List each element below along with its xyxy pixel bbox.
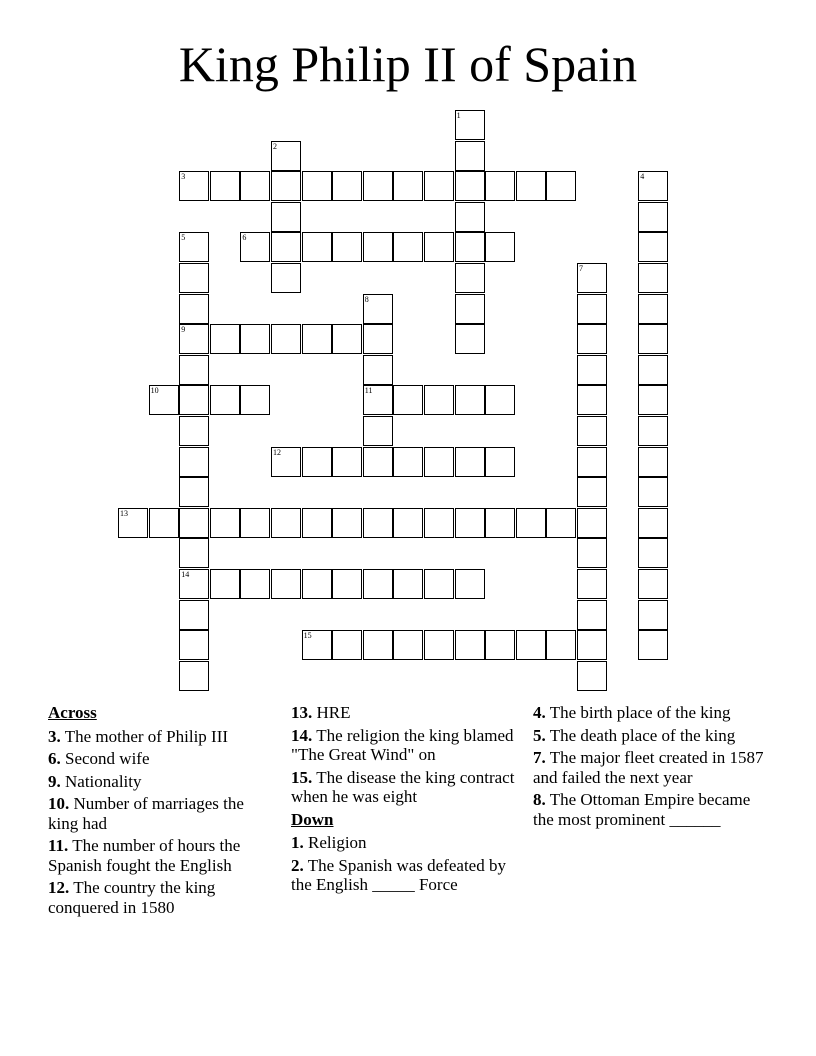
grid-cell[interactable] — [546, 630, 576, 660]
clue-item-number: 4. — [533, 703, 546, 722]
clue-item — [533, 726, 773, 746]
clue-item-text: Number of marriages the king had — [48, 794, 244, 833]
grid-cell[interactable] — [210, 385, 240, 415]
grid-cell[interactable] — [577, 263, 607, 293]
grid-cell[interactable] — [638, 600, 668, 630]
grid-cell[interactable] — [455, 141, 485, 171]
clue-item — [291, 768, 516, 807]
grid-cell[interactable] — [363, 416, 393, 446]
grid-cell[interactable] — [271, 447, 301, 477]
clue-item-number: 3. — [48, 726, 61, 746]
clue-item-text: The number of hours the Spanish fought the English — [48, 836, 241, 875]
grid-cell[interactable] — [638, 477, 668, 507]
grid-cell[interactable] — [577, 447, 607, 477]
grid-cell[interactable] — [577, 477, 607, 507]
grid-cell[interactable] — [332, 630, 362, 660]
grid-cell[interactable] — [179, 569, 209, 599]
clue-item-text: Second wife — [60, 749, 150, 768]
clue-item-text: The country the king conquered in 1580 — [48, 878, 216, 917]
grid-cell[interactable] — [455, 385, 485, 415]
grid-cell[interactable] — [577, 355, 607, 385]
grid-cell[interactable] — [424, 630, 454, 660]
clue-number: 9 — [181, 325, 186, 335]
clue-item — [48, 749, 273, 769]
clue-item-text: The Ottoman Empire became the most prominent ______ — [533, 790, 751, 829]
clue-number: 15 — [303, 631, 312, 641]
clue-item-number: 1. — [291, 833, 304, 852]
clue-section-heading: Down — [291, 809, 334, 829]
clue-column-1 — [48, 703, 273, 920]
grid-cell[interactable] — [393, 447, 423, 477]
clue-item-text: The death place of the king — [545, 725, 736, 745]
clue-item-text: The birth place of the king — [545, 703, 731, 722]
grid-cell[interactable] — [179, 355, 209, 385]
grid-cell[interactable] — [638, 202, 668, 232]
grid-cell[interactable] — [455, 263, 485, 293]
grid-cell[interactable] — [179, 416, 209, 446]
clue-item-number: 14. — [291, 725, 313, 745]
clue-item-number: 11. — [48, 836, 69, 855]
clue-item — [291, 833, 516, 853]
grid-cell[interactable] — [363, 324, 393, 354]
grid-cell[interactable] — [363, 294, 393, 324]
clue-item-text: The religion the king blamed "The Great Wind" on — [291, 725, 514, 764]
grid-cell[interactable] — [240, 324, 270, 354]
grid-cell[interactable] — [179, 477, 209, 507]
grid-cell[interactable] — [393, 232, 423, 262]
grid-cell[interactable] — [271, 508, 301, 538]
clue-column-2 — [291, 703, 516, 898]
grid-cell[interactable] — [271, 232, 301, 262]
grid-cell[interactable] — [638, 508, 668, 538]
clue-item — [48, 836, 273, 875]
grid-cell[interactable] — [240, 569, 270, 599]
clue-item-text: The disease the king contract when he was eight — [291, 767, 515, 806]
grid-cell[interactable] — [302, 630, 332, 660]
clue-item — [533, 703, 773, 723]
clue-number: 1 — [456, 111, 461, 120]
grid-cell[interactable] — [455, 508, 485, 538]
clue-item-number: 13. — [291, 703, 313, 722]
grid-cell[interactable] — [424, 447, 454, 477]
grid-cell[interactable] — [393, 569, 423, 599]
grid-cell[interactable] — [455, 171, 485, 201]
grid-cell[interactable] — [118, 508, 148, 538]
clue-item — [533, 748, 773, 787]
grid-cell[interactable] — [179, 263, 209, 293]
clue-item-number: 10. — [48, 794, 70, 813]
clue-item-number: 6. — [48, 749, 61, 768]
grid-cell[interactable] — [332, 569, 362, 599]
clue-item-text: Nationality — [60, 771, 142, 791]
grid-cell[interactable] — [302, 508, 332, 538]
clue-item-text: The major fleet created in 1587 and failed the next year — [533, 748, 764, 787]
grid-cell[interactable] — [577, 600, 607, 630]
clue-item-text: HRE — [312, 703, 351, 722]
grid-cell[interactable] — [577, 385, 607, 415]
grid-cell[interactable] — [363, 508, 393, 538]
grid-cell[interactable] — [485, 171, 515, 201]
clue-item-number: 12. — [48, 878, 70, 897]
grid-cell[interactable] — [271, 202, 301, 232]
clue-column-3 — [533, 703, 773, 832]
grid-cell[interactable] — [302, 447, 332, 477]
clue-number: 3 — [181, 172, 186, 182]
grid-cell[interactable] — [577, 569, 607, 599]
clue-item — [291, 726, 516, 765]
grid-cell[interactable] — [424, 232, 454, 262]
grid-cell[interactable] — [363, 447, 393, 477]
grid-cell[interactable] — [638, 263, 668, 293]
grid-cell[interactable] — [179, 600, 209, 630]
grid-cell[interactable] — [638, 294, 668, 324]
grid-cell[interactable] — [302, 569, 332, 599]
grid-cell[interactable] — [363, 171, 393, 201]
clue-item-number: 7. — [533, 748, 546, 767]
grid-cell[interactable] — [516, 171, 546, 201]
grid-cell[interactable] — [485, 232, 515, 262]
grid-cell[interactable] — [546, 508, 576, 538]
clue-item-text: Religion — [303, 833, 367, 852]
grid-cell[interactable] — [638, 447, 668, 477]
grid-cell[interactable] — [393, 385, 423, 415]
grid-cell[interactable] — [240, 385, 270, 415]
grid-cell[interactable] — [240, 508, 270, 538]
grid-cell[interactable] — [516, 630, 546, 660]
grid-cell[interactable] — [485, 630, 515, 660]
grid-cell[interactable] — [149, 508, 179, 538]
clue-item-number: 9. — [48, 771, 61, 791]
grid-cell[interactable] — [393, 171, 423, 201]
grid-cell[interactable] — [302, 232, 332, 262]
clue-item — [291, 856, 516, 895]
clue-section-heading: Across — [48, 703, 97, 722]
grid-cell[interactable] — [363, 385, 393, 415]
clue-number: 14 — [181, 570, 190, 579]
clue-number: 2 — [273, 141, 277, 151]
grid-cell[interactable] — [485, 508, 515, 538]
grid-cell[interactable] — [577, 416, 607, 446]
grid-cell[interactable] — [179, 294, 209, 324]
clue-item-number: 5. — [533, 725, 546, 745]
grid-cell[interactable] — [638, 416, 668, 446]
grid-cell[interactable] — [240, 171, 270, 201]
clue-number: 10 — [150, 386, 159, 396]
grid-cell[interactable] — [577, 508, 607, 538]
grid-cell[interactable] — [363, 232, 393, 262]
grid-cell[interactable] — [455, 324, 485, 354]
grid-cell[interactable] — [455, 232, 485, 262]
clue-item-number: 15. — [291, 767, 313, 787]
grid-cell[interactable] — [638, 355, 668, 385]
grid-cell[interactable] — [271, 324, 301, 354]
grid-cell[interactable] — [240, 232, 270, 262]
clue-item-number: 2. — [291, 855, 304, 875]
clue-number: 4 — [640, 172, 645, 182]
grid-cell[interactable] — [302, 171, 332, 201]
grid-cell[interactable] — [455, 447, 485, 477]
grid-cell[interactable] — [638, 538, 668, 568]
clue-number: 13 — [120, 508, 128, 518]
grid-cell[interactable] — [577, 294, 607, 324]
grid-cell[interactable] — [271, 171, 301, 201]
grid-cell[interactable] — [179, 508, 209, 538]
grid-cell[interactable] — [363, 630, 393, 660]
grid-cell[interactable] — [424, 385, 454, 415]
grid-cell[interactable] — [577, 661, 607, 691]
grid-cell[interactable] — [485, 447, 515, 477]
grid-cell[interactable] — [179, 171, 209, 201]
grid-cell[interactable] — [332, 447, 362, 477]
clue-number: 12 — [273, 447, 281, 457]
clue-item — [48, 772, 273, 792]
grid-cell[interactable] — [332, 232, 362, 262]
grid-cell[interactable] — [638, 324, 668, 354]
grid-cell[interactable] — [179, 324, 209, 354]
grid-cell[interactable] — [424, 508, 454, 538]
grid-cell[interactable] — [577, 630, 607, 660]
grid-cell[interactable] — [179, 385, 209, 415]
clue-item — [533, 790, 773, 829]
grid-cell[interactable] — [302, 324, 332, 354]
clue-number: 8 — [364, 294, 369, 304]
clue-item — [48, 794, 273, 833]
grid-cell[interactable] — [638, 569, 668, 599]
grid-cell[interactable] — [179, 447, 209, 477]
grid-cell[interactable] — [271, 263, 301, 293]
grid-cell[interactable] — [638, 385, 668, 415]
grid-cell[interactable] — [577, 538, 607, 568]
clue-item-text: The mother of Philip III — [60, 726, 229, 746]
grid-cell[interactable] — [393, 630, 423, 660]
grid-cell[interactable] — [455, 569, 485, 599]
clue-item-number: 8. — [533, 790, 546, 809]
grid-cell[interactable] — [332, 508, 362, 538]
grid-cell[interactable] — [271, 141, 301, 171]
clue-item — [291, 703, 516, 723]
grid-cell[interactable] — [516, 508, 546, 538]
clue-number: 7 — [579, 264, 583, 273]
grid-cell[interactable] — [577, 324, 607, 354]
grid-cell[interactable] — [210, 508, 240, 538]
grid-cell[interactable] — [485, 385, 515, 415]
clue-item — [48, 878, 273, 917]
grid-cell[interactable] — [271, 569, 301, 599]
grid-cell[interactable] — [179, 630, 209, 660]
grid-cell[interactable] — [455, 294, 485, 324]
grid-cell[interactable] — [363, 569, 393, 599]
page-title: King Philip II of Spain — [178, 36, 638, 92]
clue-item-text: The Spanish was defeated by the English _____ Force — [291, 855, 506, 894]
grid-cell[interactable] — [210, 569, 240, 599]
grid-cell[interactable] — [424, 569, 454, 599]
grid-cell[interactable] — [455, 630, 485, 660]
grid-cell[interactable] — [332, 171, 362, 201]
grid-cell[interactable] — [210, 324, 240, 354]
grid-cell[interactable] — [179, 538, 209, 568]
grid-cell[interactable] — [638, 232, 668, 262]
grid-cell[interactable] — [179, 661, 209, 691]
clue-number: 5 — [181, 233, 186, 243]
grid-cell[interactable] — [546, 171, 576, 201]
clue-number: 11 — [364, 386, 373, 396]
grid-cell[interactable] — [393, 508, 423, 538]
grid-cell[interactable] — [210, 171, 240, 201]
grid-cell[interactable] — [332, 324, 362, 354]
grid-cell[interactable] — [638, 171, 668, 201]
grid-cell[interactable] — [149, 385, 179, 415]
grid-cell[interactable] — [455, 202, 485, 232]
grid-cell[interactable] — [424, 171, 454, 201]
clue-number: 6 — [242, 233, 247, 243]
grid-cell[interactable] — [455, 110, 485, 140]
grid-cell[interactable] — [363, 355, 393, 385]
grid-cell[interactable] — [638, 630, 668, 660]
grid-cell[interactable] — [179, 232, 209, 262]
clue-item — [48, 727, 273, 747]
